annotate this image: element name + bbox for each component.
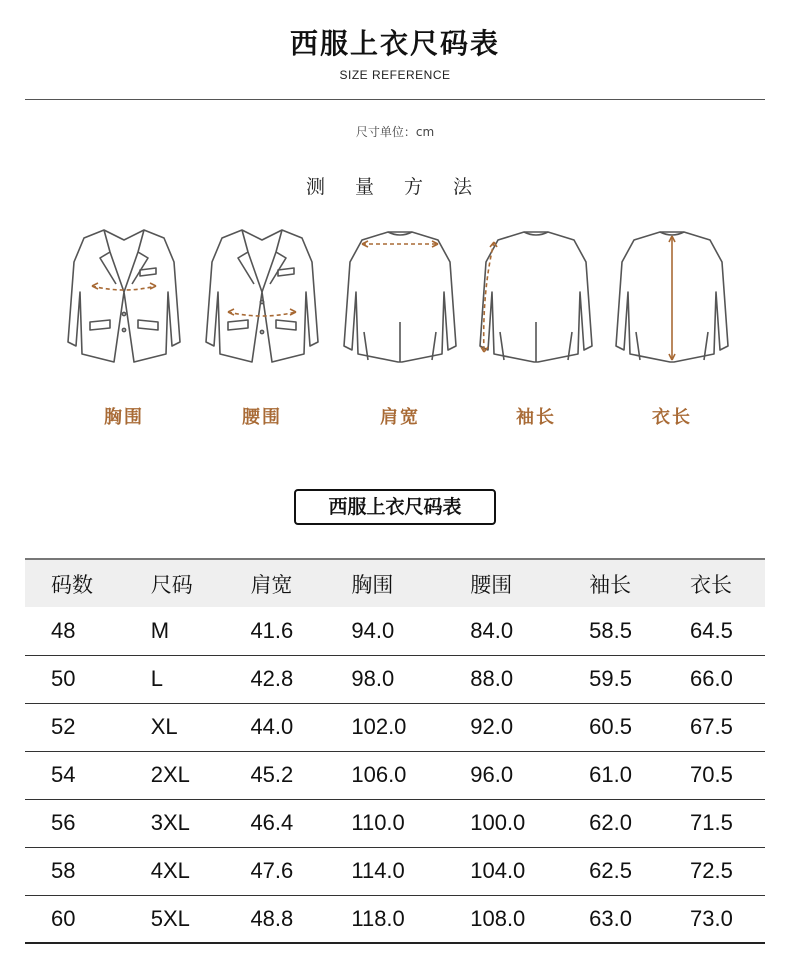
cell-size: XL	[150, 714, 178, 739]
cell-length: 73.0	[690, 905, 733, 931]
cell-shoulder: 46.4	[250, 810, 294, 835]
col-header-size: 尺码	[150, 572, 193, 597]
cell-chest: 114.0	[351, 858, 405, 883]
cell-shoulder: 48.8	[250, 905, 294, 931]
cell-waist: 100.0	[470, 810, 526, 835]
cell-sleeve: 59.5	[589, 666, 632, 691]
measure-label-waist: 腰围	[242, 407, 282, 428]
cell-size: 4XL	[150, 858, 190, 883]
cell-code: 52	[51, 714, 76, 739]
cell-length: 71.5	[690, 810, 733, 835]
divider	[25, 99, 765, 100]
cell-sleeve: 62.0	[589, 810, 632, 835]
cell-waist: 108.0	[470, 905, 526, 931]
cell-code: 58	[51, 858, 76, 883]
size-table	[25, 558, 765, 944]
cell-shoulder: 45.2	[250, 762, 294, 787]
cell-chest: 98.0	[351, 666, 395, 691]
measure-label-length: 衣长	[652, 407, 692, 428]
cell-size: 2XL	[150, 762, 190, 787]
table-row	[25, 847, 765, 895]
table-row	[25, 751, 765, 799]
col-header-shoulder: 肩宽	[250, 572, 293, 597]
cell-code: 60	[51, 905, 76, 931]
cell-sleeve: 58.5	[589, 617, 632, 643]
cell-shoulder: 44.0	[250, 714, 294, 739]
jacket-back-sleeve-illustration	[476, 222, 596, 372]
cell-code: 56	[51, 810, 76, 835]
cell-length: 72.5	[690, 858, 733, 883]
page-title: 西服上衣尺码表	[289, 27, 500, 60]
table-header-row	[25, 559, 765, 607]
col-header-sleeve: 袖长	[589, 572, 632, 597]
unit-note: 尺寸单位：cm	[355, 125, 435, 139]
cell-sleeve: 61.0	[589, 762, 632, 787]
cell-chest: 102.0	[351, 714, 407, 739]
cell-waist: 104.0	[470, 858, 526, 883]
cell-shoulder: 41.6	[250, 617, 294, 643]
cell-waist: 92.0	[470, 714, 514, 739]
cell-length: 66.0	[690, 666, 733, 691]
cell-size: M	[150, 617, 170, 643]
cell-size: L	[150, 666, 163, 691]
col-header-length: 衣长	[690, 572, 733, 597]
col-header-waist: 腰围	[470, 572, 513, 597]
jacket-front-chest-illustration	[64, 222, 184, 372]
cell-code: 48	[51, 617, 76, 643]
cell-chest: 106.0	[351, 762, 407, 787]
table-row	[25, 799, 765, 847]
method-title: 测 量 方 法	[305, 176, 485, 198]
cell-shoulder: 42.8	[250, 666, 294, 691]
table-title-badge: 西服上衣尺码表	[294, 489, 496, 525]
cell-length: 64.5	[690, 617, 733, 643]
col-header-code: 码数	[51, 572, 93, 597]
cell-chest: 118.0	[351, 905, 405, 931]
cell-size: 5XL	[150, 905, 190, 931]
cell-waist: 84.0	[470, 617, 514, 643]
cell-sleeve: 63.0	[589, 905, 632, 931]
measure-label-sleeve: 袖长	[516, 407, 556, 428]
cell-length: 67.5	[690, 714, 733, 739]
cell-code: 50	[51, 666, 76, 691]
page-subtitle: SIZE REFERENCE	[339, 68, 451, 82]
jacket-back-length-illustration	[612, 222, 732, 372]
table-row	[25, 703, 765, 751]
table-row	[25, 895, 765, 943]
cell-chest: 110.0	[351, 810, 405, 835]
jacket-front-waist-illustration	[202, 222, 322, 372]
measure-label-shoulder: 肩宽	[380, 407, 420, 428]
cell-sleeve: 60.5	[589, 714, 632, 739]
cell-code: 54	[51, 762, 76, 787]
table-row	[25, 607, 765, 655]
jacket-back-shoulder-illustration	[340, 222, 460, 372]
cell-length: 70.5	[690, 762, 733, 787]
col-header-chest: 胸围	[351, 572, 394, 597]
table-row	[25, 655, 765, 703]
cell-waist: 96.0	[470, 762, 514, 787]
cell-waist: 88.0	[470, 666, 514, 691]
measure-label-chest: 胸围	[104, 407, 144, 428]
cell-sleeve: 62.5	[589, 858, 632, 883]
cell-chest: 94.0	[351, 617, 395, 643]
cell-shoulder: 47.6	[250, 858, 294, 883]
cell-size: 3XL	[150, 810, 190, 835]
